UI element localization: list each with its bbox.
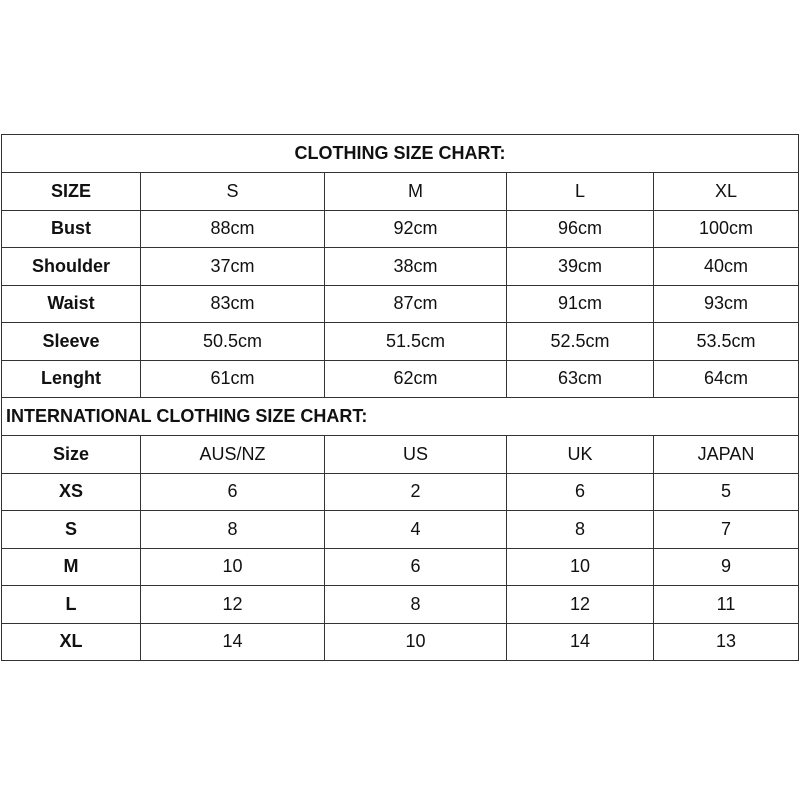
row-label-shoulder: Shoulder [2, 248, 141, 286]
international-header-aus-nz: AUS/NZ [141, 436, 325, 474]
table-cell: 64cm [654, 360, 799, 398]
table-row [2, 360, 799, 398]
table-row [2, 285, 799, 323]
table-cell: 10 [507, 548, 654, 586]
table-row [2, 323, 799, 361]
international-title-row [2, 398, 799, 436]
international-header-us: US [325, 436, 507, 474]
row-label-sleeve: Sleeve [2, 323, 141, 361]
table-cell: 62cm [325, 360, 507, 398]
international-header-japan: JAPAN [654, 436, 799, 474]
table-cell: 37cm [141, 248, 325, 286]
clothing-header-s: S [141, 173, 325, 211]
table-row [2, 586, 799, 624]
table-cell: 4 [325, 511, 507, 549]
table-cell: 51.5cm [325, 323, 507, 361]
clothing-header-l: L [507, 173, 654, 211]
clothing-title-row [2, 135, 799, 173]
international-header-uk: UK [507, 436, 654, 474]
table-cell: 12 [141, 586, 325, 624]
table-cell: 13 [654, 623, 799, 661]
table-row [2, 511, 799, 549]
table-cell: 6 [507, 473, 654, 511]
table-cell: 100cm [654, 210, 799, 248]
table-cell: 39cm [507, 248, 654, 286]
table-cell: 63cm [507, 360, 654, 398]
table-cell: 92cm [325, 210, 507, 248]
clothing-chart-title: CLOTHING SIZE CHART: [2, 135, 799, 173]
table-cell: 9 [654, 548, 799, 586]
size-chart-table [1, 134, 799, 661]
clothing-header-xl: XL [654, 173, 799, 211]
row-label-bust: Bust [2, 210, 141, 248]
clothing-header-size: SIZE [2, 173, 141, 211]
table-cell: 11 [654, 586, 799, 624]
table-cell: 52.5cm [507, 323, 654, 361]
table-row [2, 623, 799, 661]
row-label-s: S [2, 511, 141, 549]
table-cell: 8 [507, 511, 654, 549]
table-cell: 14 [141, 623, 325, 661]
table-cell: 2 [325, 473, 507, 511]
table-cell: 53.5cm [654, 323, 799, 361]
table-row [2, 210, 799, 248]
table-cell: 40cm [654, 248, 799, 286]
row-label-xs: XS [2, 473, 141, 511]
table-row [2, 548, 799, 586]
size-chart-sheet [1, 134, 798, 661]
table-cell: 88cm [141, 210, 325, 248]
table-row [2, 473, 799, 511]
table-row [2, 248, 799, 286]
table-cell: 6 [325, 548, 507, 586]
table-cell: 38cm [325, 248, 507, 286]
row-label-length: Lenght [2, 360, 141, 398]
table-cell: 5 [654, 473, 799, 511]
table-cell: 12 [507, 586, 654, 624]
international-header-size: Size [2, 436, 141, 474]
table-cell: 6 [141, 473, 325, 511]
table-cell: 87cm [325, 285, 507, 323]
table-cell: 10 [325, 623, 507, 661]
table-cell: 14 [507, 623, 654, 661]
table-cell: 8 [141, 511, 325, 549]
row-label-xl: XL [2, 623, 141, 661]
row-label-l: L [2, 586, 141, 624]
clothing-header-m: M [325, 173, 507, 211]
international-chart-title: INTERNATIONAL CLOTHING SIZE CHART: [2, 398, 799, 436]
table-cell: 83cm [141, 285, 325, 323]
table-cell: 10 [141, 548, 325, 586]
row-label-m: M [2, 548, 141, 586]
table-cell: 7 [654, 511, 799, 549]
table-cell: 61cm [141, 360, 325, 398]
table-cell: 50.5cm [141, 323, 325, 361]
clothing-header-row [2, 173, 799, 211]
row-label-waist: Waist [2, 285, 141, 323]
table-cell: 93cm [654, 285, 799, 323]
international-header-row [2, 436, 799, 474]
table-cell: 96cm [507, 210, 654, 248]
table-cell: 91cm [507, 285, 654, 323]
table-cell: 8 [325, 586, 507, 624]
